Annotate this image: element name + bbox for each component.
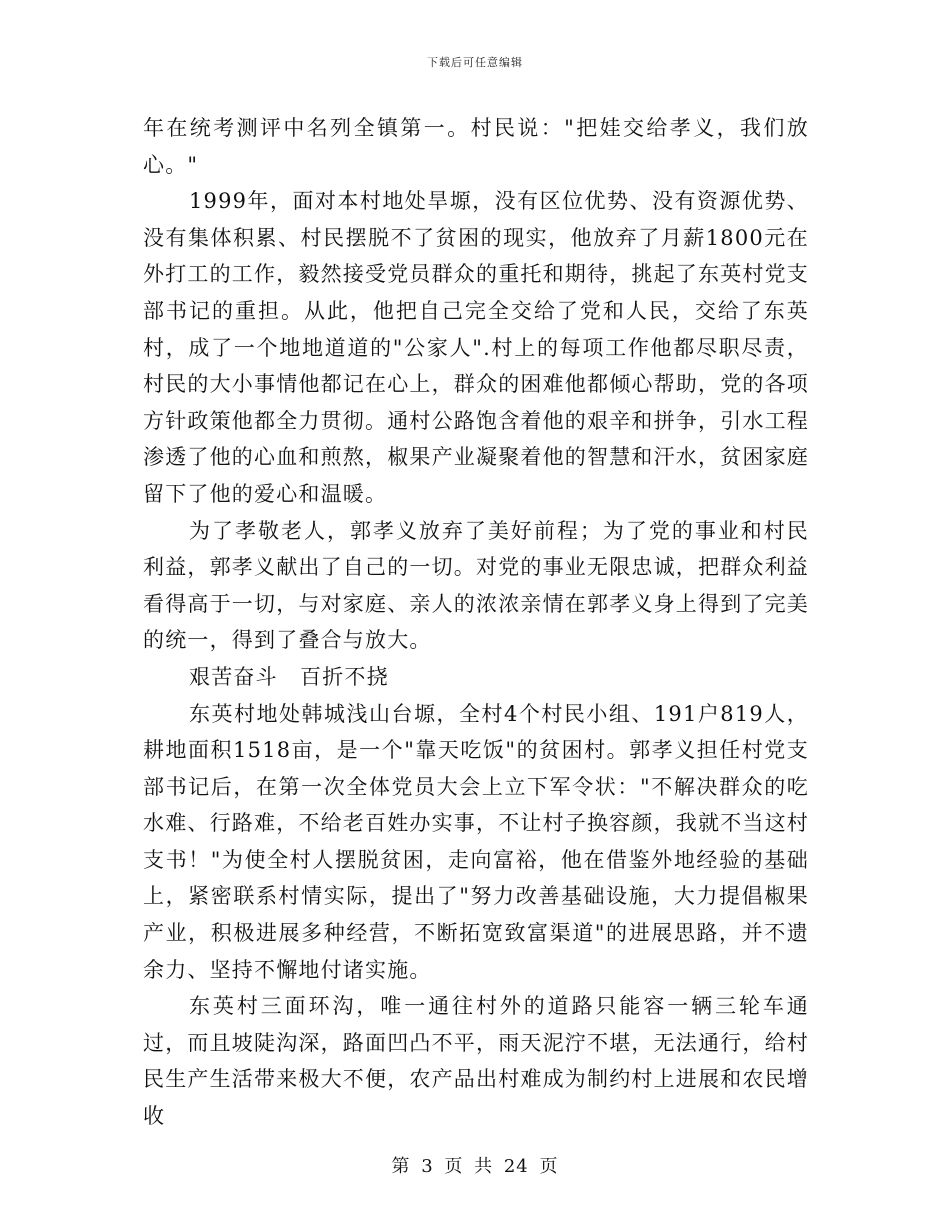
document-body: [143, 110, 809, 1135]
section-heading: 艰苦奋斗 百折不挠: [189, 664, 389, 689]
paragraph-continuation: 年在统考测评中名列全镇第一。村民说："把娃交给孝义，我们放心。": [143, 116, 809, 177]
paragraph-village-overview: 东英村地处韩城浅山台塬，全村4个村民小组、191户819人，耕地面积1518亩，是一个"靠天吃饭"的贫困村。郭孝义担任村党支部书记后，在第一次全体党员大会上立下军令状："不解决群众的吃水难、行路难，不给老百姓办实事，不让村子换容颜，我就不当这村支书！"为使全村人摆脱贫困，走向富裕，他在借鉴外地经验的基础上，紧密联系村情实际，提出了"努力改善基础设施，大力提倡椒果产业，积极进展多种经营，不断拓宽致富渠道"的进展思路，并不遗余力、坚持不懈地付诸实施。: [143, 701, 809, 982]
paragraph-1999: 1999年，面对本村地处旱塬，没有区位优势、没有资源优势、没有集体积累、村民摆脱不了贫困的现实，他放弃了月薪1800元在外打工的工作，毅然接受党员群众的重托和期待，挑起了东英村党支部书记的重担。从此，他把自己完全交给了党和人民，交给了东英村，成了一个地地道道的"公家人".村上的每项工作他都尽职尽责，村民的大小事情他都记在心上，群众的困难他都倾心帮助，党的各项方针政策他都全力贯彻。通村公路饱含着他的艰辛和拼争，引水工程渗透了他的心血和煎熬，椒果产业凝聚着他的智慧和汗水，贫困家庭留下了他的爱心和温暖。: [143, 189, 809, 506]
paragraph-filial-piety: 为了孝敬老人，郭孝义放弃了美好前程；为了党的事业和村民利益，郭孝义献出了自己的一切。对党的事业无限忠诚，把群众利益看得高于一切，与对家庭、亲人的浓浓亲情在郭孝义身上得到了完美的统一，得到了叠合与放大。: [143, 518, 809, 653]
paragraph-road-problem: 东英村三面环沟，唯一通往村外的道路只能容一辆三轮车通过，而且坡陡沟深，路面凹凸不平，雨天泥泞不堪，无法通行，给村民生产生活带来极大不便，农产品出村难成为制约村上进展和农民增收: [143, 994, 809, 1129]
page-header: 下载后可任意编辑: [427, 56, 523, 69]
page-number-footer: 第 3 页 共 24 页: [391, 1156, 559, 1177]
